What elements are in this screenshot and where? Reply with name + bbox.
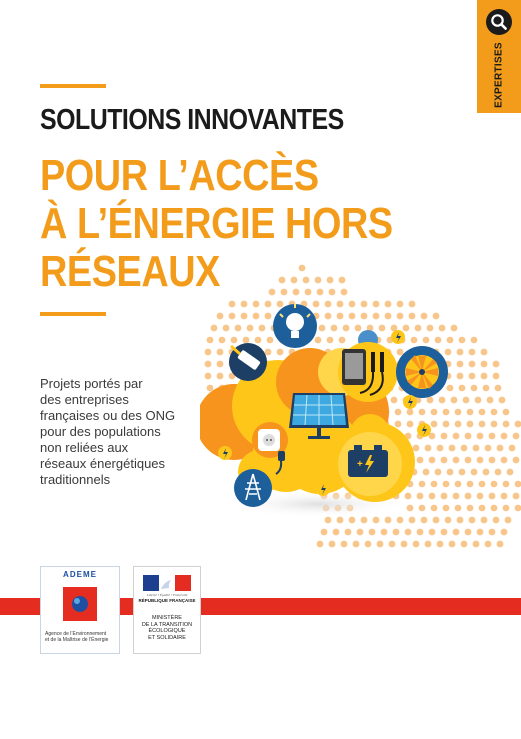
ministry-name-line: MINISTÈRE: [152, 615, 182, 621]
map-dot: [495, 469, 502, 476]
map-dot: [509, 445, 516, 452]
map-dot: [331, 325, 338, 332]
map-dot: [337, 301, 344, 308]
map-dot: [349, 517, 356, 524]
map-dot: [455, 421, 462, 428]
map-dot: [493, 517, 500, 524]
map-dot: [243, 337, 250, 344]
map-dot: [475, 397, 482, 404]
map-dot: [455, 481, 462, 488]
map-dot: [491, 481, 498, 488]
map-dot: [465, 529, 472, 536]
map-dot: [317, 541, 324, 548]
map-dot: [217, 313, 224, 320]
map-dot: [447, 337, 454, 344]
map-dot: [207, 337, 214, 344]
map-dot: [493, 361, 500, 368]
map-dot: [455, 505, 462, 512]
map-dot: [349, 313, 356, 320]
map-dot: [267, 337, 274, 344]
map-dot: [419, 409, 426, 416]
map-dot: [317, 289, 324, 296]
subtitle-line: POUR L’ACCÈS: [40, 151, 319, 200]
turbine-icon: [396, 346, 448, 398]
map-dot: [217, 361, 224, 368]
map-dot: [503, 409, 510, 416]
map-dot: [453, 529, 460, 536]
map-dot: [217, 373, 224, 380]
map-dot: [433, 517, 440, 524]
description-line: pour des populations: [40, 424, 161, 439]
map-dot: [461, 541, 468, 548]
map-dot: [409, 313, 416, 320]
map-dot: [441, 457, 448, 464]
map-dot: [441, 529, 448, 536]
map-dot: [515, 481, 521, 488]
description-line: réseaux énergétiques: [40, 456, 166, 471]
map-dot: [339, 337, 346, 344]
map-dot: [373, 301, 380, 308]
ademe-name: ADEME: [63, 570, 97, 579]
ministry-name: [138, 615, 196, 641]
ministry-name-line: ET SOLIDAIRE: [148, 634, 186, 641]
map-dot: [479, 505, 486, 512]
map-dot: [291, 277, 298, 284]
map-dot: [453, 493, 460, 500]
map-dot: [469, 373, 476, 380]
map-dot: [379, 325, 386, 332]
map-dot: [451, 397, 458, 404]
map-dot: [467, 505, 474, 512]
map-dot: [445, 517, 452, 524]
subtitle-line: À L’ÉNERGIE HORS: [40, 199, 393, 248]
map-dot: [277, 349, 284, 356]
map-dot: [299, 265, 306, 272]
map-dot: [279, 277, 286, 284]
map-dot: [479, 481, 486, 488]
map-dot: [459, 337, 466, 344]
map-dot: [341, 541, 348, 548]
ademe-tagline-line: et de la Maîtrise de l’Énergie: [45, 637, 109, 643]
map-dot: [423, 337, 430, 344]
map-dot: [395, 421, 402, 428]
map-dot: [219, 337, 226, 344]
map-dot: [433, 313, 440, 320]
map-dot: [501, 529, 508, 536]
french-flag-icon: [143, 575, 191, 591]
map-dot: [315, 277, 322, 284]
map-dot: [483, 469, 490, 476]
map-dot: [451, 325, 458, 332]
ministry-logo: [133, 566, 201, 654]
map-dot: [205, 349, 212, 356]
map-dot: [489, 493, 496, 500]
map-dot: [435, 469, 442, 476]
map-dot: [315, 337, 322, 344]
map-dot: [343, 325, 350, 332]
plug-icon: [229, 343, 267, 381]
map-dot: [505, 517, 512, 524]
ministry-name-line: ÉCOLOGIQUE: [148, 628, 186, 634]
map-dot: [329, 541, 336, 548]
map-dot: [361, 301, 368, 308]
map-dot: [489, 529, 496, 536]
map-dot: [341, 289, 348, 296]
map-dot: [485, 541, 492, 548]
map-dot: [247, 325, 254, 332]
map-dot: [459, 385, 466, 392]
map-dot: [325, 301, 332, 308]
map-dot: [443, 481, 450, 488]
map-dot: [265, 313, 272, 320]
map-dot: [489, 457, 496, 464]
map-dot: [405, 529, 412, 536]
map-dot: [231, 337, 238, 344]
map-dot: [329, 289, 336, 296]
map-dot: [205, 373, 212, 380]
map-dot: [429, 493, 436, 500]
map-dot: [361, 313, 368, 320]
map-dot: [259, 325, 266, 332]
map-dot: [485, 445, 492, 452]
map-dot: [405, 493, 412, 500]
map-dot: [431, 421, 438, 428]
map-dot: [217, 349, 224, 356]
map-dot: [469, 349, 476, 356]
map-dot: [439, 397, 446, 404]
map-dot: [205, 361, 212, 368]
map-dot: [477, 457, 484, 464]
subtitle-line: RÉSEAUX: [40, 247, 220, 296]
map-dot: [453, 457, 460, 464]
map-dot: [479, 421, 486, 428]
map-dot: [207, 385, 214, 392]
map-dot: [471, 337, 478, 344]
map-dot: [487, 397, 494, 404]
map-dot: [501, 457, 508, 464]
map-dot: [403, 325, 410, 332]
map-dot: [339, 277, 346, 284]
description-line: Projets portés par: [40, 376, 143, 391]
map-dot: [277, 301, 284, 308]
map-dot: [437, 445, 444, 452]
map-dot: [435, 337, 442, 344]
energy-illustration: [200, 262, 521, 562]
map-dot: [469, 361, 476, 368]
power-pylon-icon: [234, 469, 272, 507]
map-dot: [515, 505, 521, 512]
map-dot: [495, 385, 502, 392]
map-dot: [457, 517, 464, 524]
map-dot: [477, 493, 484, 500]
map-dot: [397, 313, 404, 320]
map-dot: [431, 505, 438, 512]
map-dot: [447, 385, 454, 392]
map-dot: [443, 505, 450, 512]
map-dot: [241, 313, 248, 320]
map-dot: [431, 409, 438, 416]
map-dot: [269, 289, 276, 296]
map-dot: [423, 469, 430, 476]
map-dot: [501, 493, 508, 500]
map-dot: [397, 301, 404, 308]
map-dot: [491, 421, 498, 428]
map-dot: [411, 337, 418, 344]
map-dot: [427, 397, 434, 404]
map-dot: [467, 409, 474, 416]
map-dot: [229, 301, 236, 308]
map-dot: [507, 469, 514, 476]
map-dot: [397, 349, 404, 356]
map-dot: [491, 505, 498, 512]
description-line: françaises ou des ONG: [40, 408, 176, 423]
map-dot: [419, 481, 426, 488]
map-dot: [401, 541, 408, 548]
map-dot: [457, 373, 464, 380]
map-dot: [319, 325, 326, 332]
ademe-tagline-line: Agence de l’Environnement: [45, 631, 107, 637]
map-dot: [465, 433, 472, 440]
map-dot: [473, 445, 480, 452]
map-dot: [445, 349, 452, 356]
map-dot: [369, 529, 376, 536]
map-dot: [455, 409, 462, 416]
map-dot: [503, 481, 510, 488]
map-dot: [305, 289, 312, 296]
map-dot: [481, 517, 488, 524]
map-dot: [473, 541, 480, 548]
map-dot: [385, 301, 392, 308]
map-dot: [449, 541, 456, 548]
map-dot: [465, 457, 472, 464]
map-dot: [489, 433, 496, 440]
ademe-tagline: [45, 631, 117, 643]
map-dot: [461, 445, 468, 452]
map-dot: [427, 325, 434, 332]
map-dot: [325, 313, 332, 320]
map-dot: [381, 529, 388, 536]
republic-name: RÉPUBLIQUE FRANÇAISE: [138, 598, 196, 603]
map-dot: [265, 349, 272, 356]
map-dot: [481, 361, 488, 368]
map-dot: [465, 493, 472, 500]
map-dot: [417, 457, 424, 464]
ademe-logo: [40, 566, 120, 654]
map-dot: [303, 277, 310, 284]
map-dot: [467, 481, 474, 488]
map-dot: [413, 445, 420, 452]
map-dot: [235, 325, 242, 332]
map-dot: [477, 433, 484, 440]
expertises-tab[interactable]: [477, 0, 521, 113]
map-dot: [409, 517, 416, 524]
map-dot: [515, 421, 521, 428]
map-dot: [441, 433, 448, 440]
map-dot: [481, 373, 488, 380]
map-dot: [513, 457, 520, 464]
map-dot: [407, 409, 414, 416]
map-dot: [255, 337, 262, 344]
map-dot: [355, 325, 362, 332]
republic-motto: Liberté • Égalité • Fraternité: [146, 593, 188, 597]
map-dot: [499, 397, 506, 404]
map-dot: [397, 517, 404, 524]
map-dot: [425, 445, 432, 452]
map-dot: [349, 301, 356, 308]
map-dot: [417, 529, 424, 536]
tab-label: EXPERTISES: [493, 42, 505, 108]
map-dot: [313, 301, 320, 308]
map-dot: [429, 457, 436, 464]
map-dot: [503, 421, 510, 428]
map-dot: [211, 325, 218, 332]
map-dot: [457, 349, 464, 356]
map-dot: [449, 445, 456, 452]
map-dot: [337, 313, 344, 320]
map-dot: [463, 397, 470, 404]
map-dot: [293, 289, 300, 296]
map-dot: [421, 313, 428, 320]
map-dot: [333, 529, 340, 536]
map-dot: [407, 421, 414, 428]
title-rule-top: [40, 84, 106, 88]
map-dot: [443, 409, 450, 416]
map-dot: [493, 373, 500, 380]
map-dot: [345, 529, 352, 536]
map-dot: [353, 541, 360, 548]
map-dot: [415, 325, 422, 332]
map-dot: [253, 313, 260, 320]
map-dot: [429, 529, 436, 536]
title-rule-bottom: [40, 312, 106, 316]
map-dot: [513, 493, 520, 500]
map-dot: [467, 421, 474, 428]
lightbulb-icon: [273, 304, 317, 348]
svg-text:+: +: [357, 459, 363, 470]
map-dot: [469, 517, 476, 524]
map-dot: [483, 385, 490, 392]
map-dot: [265, 301, 272, 308]
map-dot: [373, 313, 380, 320]
battery-icon: [338, 432, 402, 496]
map-dot: [497, 445, 504, 452]
map-dot: [425, 541, 432, 548]
map-dot: [513, 433, 520, 440]
map-dot: [409, 301, 416, 308]
map-dot: [501, 433, 508, 440]
map-dot: [281, 289, 288, 296]
map-dot: [453, 433, 460, 440]
map-dot: [229, 313, 236, 320]
map-dot: [439, 325, 446, 332]
description-line: traditionnels: [40, 472, 111, 487]
ministry-name-line: DE LA TRANSITION: [141, 621, 193, 628]
map-dot: [327, 277, 334, 284]
map-dot: [491, 409, 498, 416]
map-dot: [241, 301, 248, 308]
map-dot: [457, 361, 464, 368]
map-dot: [477, 529, 484, 536]
map-dot: [253, 301, 260, 308]
map-dot: [389, 541, 396, 548]
map-dot: [497, 541, 504, 548]
map-dot: [479, 409, 486, 416]
ademe-mark-icon: [63, 587, 97, 621]
map-dot: [443, 421, 450, 428]
map-dot: [419, 505, 426, 512]
map-dot: [471, 385, 478, 392]
map-dot: [413, 541, 420, 548]
map-dot: [385, 517, 392, 524]
map-dot: [431, 481, 438, 488]
map-dot: [377, 541, 384, 548]
map-dot: [481, 349, 488, 356]
map-dot: [393, 529, 400, 536]
map-dot: [471, 469, 478, 476]
map-dot: [365, 541, 372, 548]
description: [40, 376, 220, 488]
map-dot: [223, 325, 230, 332]
map-dot: [417, 493, 424, 500]
map-dot: [357, 529, 364, 536]
description-line: des entreprises: [40, 392, 129, 407]
page-title: SOLUTIONS INNOVANTES: [40, 104, 344, 136]
map-dot: [391, 397, 398, 404]
map-dot: [327, 337, 334, 344]
description-line: non reliées aux: [40, 440, 129, 455]
map-dot: [503, 505, 510, 512]
map-dot: [447, 469, 454, 476]
map-dot: [385, 313, 392, 320]
map-dot: [395, 409, 402, 416]
map-dot: [459, 469, 466, 476]
map-dot: [361, 517, 368, 524]
map-dot: [421, 517, 428, 524]
map-dot: [321, 529, 328, 536]
map-dot: [373, 517, 380, 524]
map-dot: [437, 541, 444, 548]
map-dot: [441, 493, 448, 500]
